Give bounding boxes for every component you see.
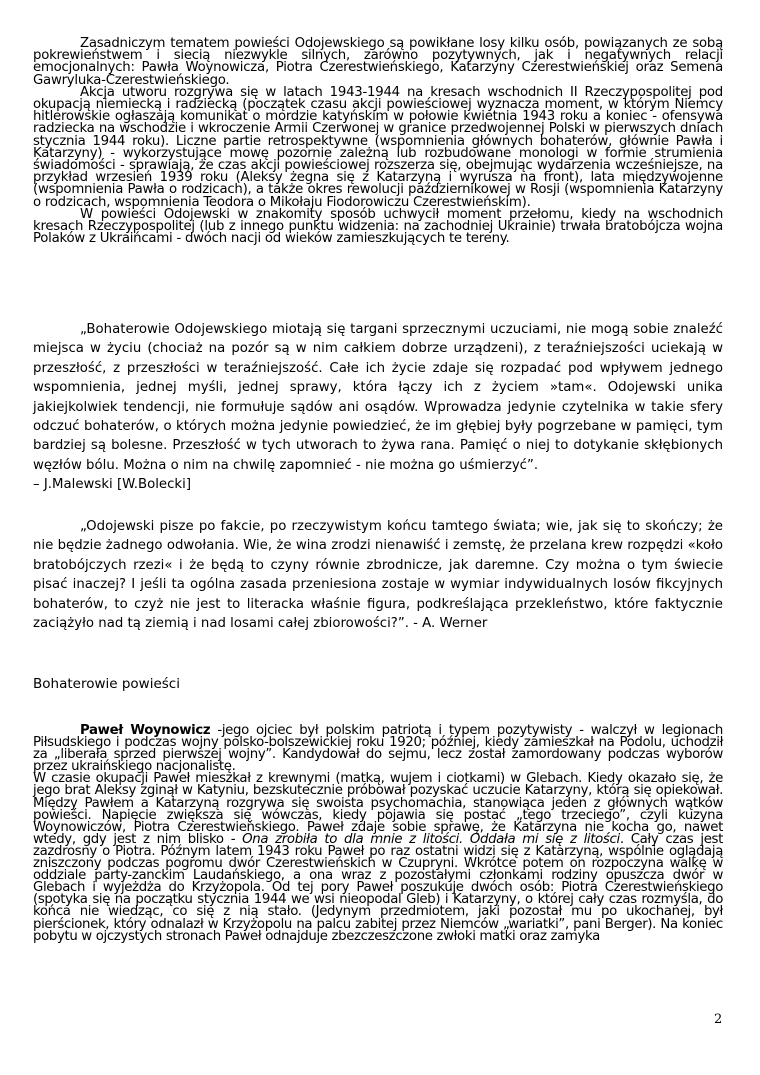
intro-paragraph-2: Akcja utworu rozgrywa się w latach 1943-1944 na kresach wschodnich II Rzeczypospolitej pod okupacją niemiecką i radziecką (początek czasu akcji powieściowej wyznacza moment, w którym Niemcy hitlerowskie ogłaszają komunikat o mordzie katyńskim w połowie kwietnia 1943 roku a koniec - ofensywa radziecka na wschodzie i wkroczenie Armii Czerwonej w granice przedwojennej Polski w pierwszych dniach stycznia 1944 roku). Liczne partie retrospektywne (wspomnienia głównych bohaterów, głównie Pawła i Katarzyny) - wykorzystujące mowę pozornie zależną lub rozbudowane monologi w formie strumienia świadomości - sprawiają, że czas akcji powieściowej rozszerza się, obejmując wydarzenia wcześniejsze, na przykład wrzesień 1939 roku (Aleksy żegna się z Katarzyną i wyrusza na front), lata międzywojenne (wspomnienia Pawła o rodzicach), a także okres rewolucji październikowej w Rosji (wspomnienia Katarzyny o rodzicach, wspomnienia Teodora o Mikołaju Fiodorowiczu Czerestwieńskim). [33, 84, 723, 210]
bio-paragraph-1 [33, 725, 723, 773]
section-heading: Bohaterowie powieści [33, 676, 180, 692]
bio-italic-quote: - Ona zrobiła to dla mnie z litości. Oddała mi się z litości [230, 831, 620, 847]
page-number: 2 [714, 1012, 723, 1027]
bio-text-3: . Cały czas jest zazdrosny o Piotra. Późnym latem 1943 roku Paweł po raz ostatni widzi się z Katarzyną, wspólnie oglądają zniszczony podczas pogromu dwór Czerestwieńskich w Czupryni. Wkrótce potem on rozpoczyna walkę w oddziale party-zanckim Laudańskiego, a ona wraz z pozostałymi członkami rodziny opuszcza dwór w Glebach i wyjeżdża do Krzyżopola. Od tej pory Paweł poszukuje dwóch osób: Piotra Czerestwieńskiego (spotyka się na początku stycznia 1944 we wsi nieopodal Gleb) i Katarzyny, o której cały czas rozmyśla, do końca nie wiedząc, co się z nią stało. (Jedynym przedmiotem, jaki pozostał mu po ukochanej, był pierścionek, który odnalazł w Krzyżopolu na palcu zabitej przez Niemców „wariatki”, pani Berger). Na koniec pobytu w ojczystych stronach Paweł odnajduje zbezczeszczone zwłoki matki oraz zamyka [33, 831, 723, 944]
quote-malewski [33, 320, 723, 495]
intro-paragraph-1: Zasadniczym tematem powieści Odojewskiego są powikłane losy kilku osób, powiązanych ze sobą pokrewieństwem i siecią niezwykle silnych, zarówno pozytywnych, jak i negatywnych relacji emocjonalnych: Pawła Woynowicza, Piotra Czerestwieńskiego, Katarzyny Czerestwieńskiej oraz Semena Gawryluka-Czerestwieńskiego. [33, 36, 723, 88]
quote-malewski-source: – J.Malewski [W.Bolecki] [33, 477, 192, 493]
quote-werner [33, 517, 723, 633]
quote-malewski-text: „Bohaterowie Odojewskiego miotają się targani sprzecznymi uczuciami, nie mogą sobie znaleźć miejsca w życiu (chociaż na pozór są w nim całkiem dobrze urządzeni), z teraźniejszości uciekają w przeszłość, z przeszłości w teraźniejszość. Całe ich życie zdaje się rozpadać pod wpływem jednego wspomnienia, jednej myśli, jednej sprawy, która łączy ich z życiem »tam«. Odojewski unika jakiejkolwiek tendencji, nie formułuje sądów ani osądów. Wprowadza jedynie czytelnika w takie sfery odczuć bohaterów, o których można jedynie powiedzieć, że im głębiej były pogrzebane w pamięci, tym bardziej są bolesne. Przeszłość w tych utworach to żywa rana. Pamięć o niej to dotykanie skłębionych węzłów bólu. Można o nim na chwilę zapomnieć - nie można go uśmierzyć”. [33, 322, 723, 473]
quote-werner-text: „Odojewski pisze po fakcie, po rzeczywistym końcu tamtego świata; wie, jak się to skończy; że nie będzie żadnego odwołania. Wie, że wina zrodzi nienawiść i zemstę, że przelana krew rozpędzi «koło bratobójczych rzezi« i że będą to czyny równie zbrodnicze, jak daremne. Czy można o tym świecie pisać inaczej? I jeśli ta ogólna zasada przeniesiona zostaje w wymiar indywidualnych losów fikcyjnych bohaterów, to czyż nie jest to literacka właśnie figura, podkreślająca przekleństwo, które faktycznie zaciążyło nad tą ziemią i nad losami całej zbiorowości?”. - A. Werner [33, 519, 723, 632]
intro-paragraph-3: W powieści Odojewski w znakomity sposób uchwycił moment przełomu, kiedy na wschodnich kresach Rzeczypospolitej (lub z innego punktu widzenia: na zachodniej Ukrainie) trwała bratobójcza wojna Polaków z Ukraińcami - dwóch nacji od wieków zamieszkujących te tereny. [33, 206, 723, 247]
character-name: Paweł Woynowicz [80, 723, 211, 738]
intro-section [33, 38, 723, 245]
bio-text-2: W czasie okupacji Paweł mieszkał z krewnymi (matką, wujem i ciotkami) w Glebach. Kiedy okazało się, że jego brat Aleksy zginął w Katyniu, bezskutecznie próbował pozyskać uczucie Katarzyny, którą się opiekował. Między Pawłem a Katarzyną rozgrywa się swoista psychomachia, stanowiąca jeden z głównych wątków powieści. Napięcie zwiększa się wówczas, kiedy pojawia się postać „tego trzeciego”, czyli kuzyna Woynowiczów, Piotra Czerestwieńskiego. Paweł zdaje sobie sprawę, że Katarzyna nie kocha go, nawet wtedy, gdy jest z nim blisko [33, 771, 723, 847]
bio-paragraph-2 [33, 773, 723, 942]
bio-text-1: -jego ojciec był polskim patriotą i typem pozytywisty - walczył w legionach Piłsudskiego i podczas wojny polsko-bolszewickiej roku 1920; później, kiedy zamieszkał na Podolu, uchodził za „liberała sprzed pierwszej wojny”. Kandydował do sejmu, lecz został zamordowany podczas wyborów przez ukraińskiego nacjonalistę. [33, 723, 723, 775]
character-bio-woynowicz [33, 725, 723, 943]
